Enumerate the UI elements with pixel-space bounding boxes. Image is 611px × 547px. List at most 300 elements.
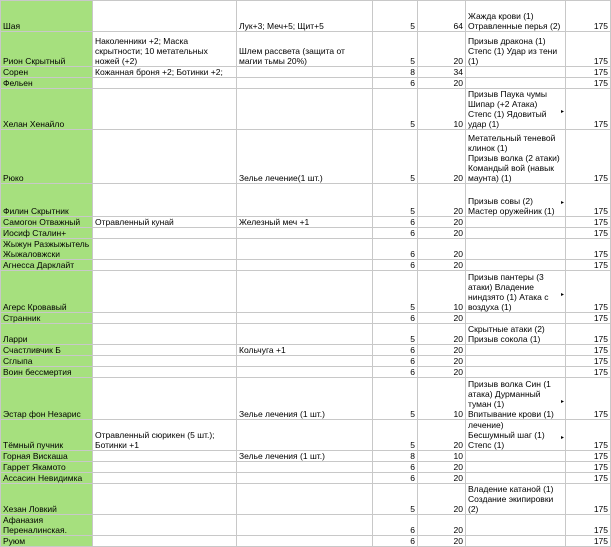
- character-name-cell[interactable]: [1, 228, 93, 239]
- equipment-cell[interactable]: [93, 324, 237, 345]
- equipment-cell[interactable]: [93, 184, 237, 217]
- cell-text: 175: [593, 334, 608, 344]
- cell-text: 8: [410, 451, 415, 461]
- items-cell[interactable]: [237, 324, 373, 345]
- table-row: [1, 367, 611, 378]
- cell-text: 6: [410, 345, 415, 355]
- stat-e-cell[interactable]: [418, 130, 466, 184]
- table-row: [1, 67, 611, 78]
- stat-d-cell[interactable]: [373, 484, 418, 515]
- equipment-cell[interactable]: [93, 89, 237, 130]
- cell-text: 6: [410, 313, 415, 323]
- cell-text: 20: [453, 249, 463, 259]
- stat-d-cell[interactable]: [373, 356, 418, 367]
- character-name-cell[interactable]: [1, 260, 93, 271]
- cell-text: Ассасин Невидимка: [3, 473, 83, 483]
- cell-text: 175: [593, 173, 608, 183]
- character-name-cell[interactable]: [1, 313, 93, 324]
- stat-d-cell[interactable]: [373, 89, 418, 130]
- cell-text: 20: [453, 367, 463, 377]
- character-name-cell[interactable]: [1, 378, 93, 420]
- skills-cell[interactable]: [466, 260, 566, 271]
- cell-text: Владение катаной (1) Создание экипировки (2): [468, 484, 554, 514]
- stat-e-cell[interactable]: [418, 420, 466, 451]
- stat-e-cell[interactable]: [418, 78, 466, 89]
- cell-text: 175: [593, 451, 608, 461]
- table-row: [1, 32, 611, 67]
- cell-text: 8: [410, 67, 415, 77]
- equipment-cell[interactable]: [93, 271, 237, 313]
- cell-text: Хелан Хенайло: [3, 119, 65, 129]
- cell-text: 5: [410, 504, 415, 514]
- stat-d-cell[interactable]: [373, 260, 418, 271]
- stat-e-cell[interactable]: [418, 378, 466, 420]
- cell-text: Горная Вискаша: [3, 451, 68, 461]
- equipment-cell[interactable]: [93, 345, 237, 356]
- cell-text: 175: [593, 78, 608, 88]
- cell-text: Гаррет Якамото: [3, 462, 66, 472]
- items-cell[interactable]: [237, 484, 373, 515]
- cell-text: 6: [410, 525, 415, 535]
- cell-text: Сорен: [3, 67, 29, 77]
- character-name-cell[interactable]: [1, 67, 93, 78]
- cell-text: Тёмный пучник: [3, 440, 64, 450]
- stat-e-cell[interactable]: [418, 324, 466, 345]
- stat-d-cell[interactable]: [373, 451, 418, 462]
- cell-text: 20: [453, 525, 463, 535]
- stat-d-cell[interactable]: [373, 217, 418, 228]
- equipment-cell[interactable]: [93, 420, 237, 451]
- cell-text: 175: [593, 260, 608, 270]
- table-row: [1, 536, 611, 547]
- stat-d-cell[interactable]: [373, 184, 418, 217]
- character-name-cell[interactable]: [1, 451, 93, 462]
- skills-cell[interactable]: [466, 324, 566, 345]
- items-cell[interactable]: [237, 356, 373, 367]
- character-name-cell[interactable]: [1, 1, 93, 32]
- stat-e-cell[interactable]: [418, 313, 466, 324]
- stat-g-cell[interactable]: [566, 313, 611, 324]
- stat-g-cell[interactable]: [566, 217, 611, 228]
- stat-e-cell[interactable]: [418, 484, 466, 515]
- cell-text: Кожанная броня +2; Ботинки +2;: [95, 67, 223, 77]
- cell-text: 6: [410, 217, 415, 227]
- stat-g-cell[interactable]: [566, 239, 611, 260]
- cell-text: 20: [453, 334, 463, 344]
- items-cell[interactable]: [237, 67, 373, 78]
- cell-text: 20: [453, 536, 463, 546]
- table-row: [1, 515, 611, 536]
- items-cell[interactable]: [237, 1, 373, 32]
- skills-cell[interactable]: [466, 356, 566, 367]
- cell-text: Жыжун Разжыжытель Жыжаловжски: [3, 239, 90, 259]
- stat-d-cell[interactable]: [373, 67, 418, 78]
- skills-cell[interactable]: [466, 89, 566, 130]
- items-cell[interactable]: [237, 217, 373, 228]
- cell-text: 20: [453, 440, 463, 450]
- overflow-marker-icon: ▸: [560, 398, 564, 405]
- stat-g-cell[interactable]: [566, 378, 611, 420]
- stat-d-cell[interactable]: [373, 324, 418, 345]
- cell-text: 5: [410, 440, 415, 450]
- stat-d-cell[interactable]: [373, 367, 418, 378]
- character-name-cell[interactable]: [1, 89, 93, 130]
- stat-g-cell[interactable]: [566, 451, 611, 462]
- cell-text: 5: [410, 409, 415, 419]
- cell-text: 5: [410, 56, 415, 66]
- cell-text: Шая: [3, 21, 21, 31]
- stat-g-cell[interactable]: [566, 130, 611, 184]
- character-name-cell[interactable]: [1, 217, 93, 228]
- cell-text: 6: [410, 249, 415, 259]
- cell-text: 20: [453, 56, 463, 66]
- table-row: [1, 356, 611, 367]
- items-cell[interactable]: [237, 536, 373, 547]
- cell-text: 6: [410, 536, 415, 546]
- equipment-cell[interactable]: [93, 313, 237, 324]
- character-name-cell[interactable]: [1, 536, 93, 547]
- stat-e-cell[interactable]: [418, 67, 466, 78]
- cell-text: 6: [410, 356, 415, 366]
- table-row: [1, 313, 611, 324]
- stat-d-cell[interactable]: [373, 345, 418, 356]
- stat-g-cell[interactable]: [566, 515, 611, 536]
- skills-cell[interactable]: [466, 473, 566, 484]
- cell-text: 64: [453, 21, 463, 31]
- cell-text: 10: [453, 451, 463, 461]
- cell-text: Странник: [3, 313, 41, 323]
- table-row: [1, 89, 611, 130]
- cell-text: 6: [410, 367, 415, 377]
- overflow-marker-icon: ▸: [560, 109, 564, 115]
- skills-cell[interactable]: [466, 32, 566, 67]
- cell-text: Метательный теневой клинок (1) Призыв волка (2 атаки) Командый вой (навык маунта) (1): [468, 133, 560, 183]
- cell-text: Агерс Кровавый: [3, 302, 67, 312]
- equipment-cell[interactable]: [93, 239, 237, 260]
- stat-d-cell[interactable]: [373, 462, 418, 473]
- cell-text: Ларри: [3, 334, 28, 344]
- equipment-cell[interactable]: [93, 67, 237, 78]
- skills-cell[interactable]: [466, 313, 566, 324]
- stat-d-cell[interactable]: [373, 420, 418, 451]
- stat-d-cell[interactable]: [373, 536, 418, 547]
- items-cell[interactable]: [237, 78, 373, 89]
- stat-e-cell[interactable]: [418, 451, 466, 462]
- stat-g-cell[interactable]: [566, 462, 611, 473]
- cell-text: 175: [593, 21, 608, 31]
- equipment-cell[interactable]: [93, 260, 237, 271]
- equipment-cell[interactable]: [93, 473, 237, 484]
- stat-e-cell[interactable]: [418, 260, 466, 271]
- items-cell[interactable]: [237, 420, 373, 451]
- cell-text: 175: [593, 440, 608, 450]
- cell-text: Агнесса Дарклайт: [3, 260, 75, 270]
- stat-d-cell[interactable]: [373, 378, 418, 420]
- cell-text: 5: [410, 173, 415, 183]
- character-name-cell[interactable]: [1, 345, 93, 356]
- equipment-cell[interactable]: [93, 356, 237, 367]
- character-name-cell[interactable]: [1, 473, 93, 484]
- stat-e-cell[interactable]: [418, 239, 466, 260]
- cell-text: 6: [410, 228, 415, 238]
- equipment-cell[interactable]: [93, 462, 237, 473]
- character-name-cell[interactable]: [1, 367, 93, 378]
- skills-cell[interactable]: [466, 271, 566, 313]
- items-cell[interactable]: [237, 462, 373, 473]
- cell-text: 20: [453, 78, 463, 88]
- skills-cell[interactable]: [466, 239, 566, 260]
- stat-g-cell[interactable]: [566, 420, 611, 451]
- cell-text: Скрытные атаки (2) Призыв сокола (1): [468, 324, 545, 344]
- stat-e-cell[interactable]: [418, 217, 466, 228]
- cell-text: 175: [593, 536, 608, 546]
- cell-text: Воин бессмертия: [3, 367, 72, 377]
- cell-text: 5: [410, 334, 415, 344]
- cell-text: Призыв дракона (1) Степс (1) Удар из тени (1): [468, 36, 558, 66]
- stat-g-cell[interactable]: [566, 324, 611, 345]
- cell-text: 6: [410, 260, 415, 270]
- cell-text: 175: [593, 67, 608, 77]
- stat-d-cell[interactable]: [373, 228, 418, 239]
- character-name-cell[interactable]: [1, 271, 93, 313]
- items-cell[interactable]: [237, 515, 373, 536]
- character-name-cell[interactable]: [1, 484, 93, 515]
- stat-e-cell[interactable]: [418, 345, 466, 356]
- cell-text: 6: [410, 473, 415, 483]
- items-cell[interactable]: [237, 89, 373, 130]
- equipment-cell[interactable]: [93, 1, 237, 32]
- skills-cell[interactable]: [466, 484, 566, 515]
- character-name-cell[interactable]: [1, 184, 93, 217]
- equipment-cell[interactable]: [93, 228, 237, 239]
- items-cell[interactable]: [237, 130, 373, 184]
- cell-text: Призыв совы (2) Мастер оружейник (1): [468, 196, 555, 216]
- stat-e-cell[interactable]: [418, 473, 466, 484]
- stat-d-cell[interactable]: [373, 239, 418, 260]
- cell-text: лечение) Бесшумный шаг (1) Степс (1): [468, 420, 545, 450]
- cell-text: Шлем рассвета (защита от магии тьмы 20%): [239, 46, 345, 66]
- character-name-cell[interactable]: [1, 78, 93, 89]
- cell-text: 5: [410, 206, 415, 216]
- stat-e-cell[interactable]: [418, 367, 466, 378]
- items-cell[interactable]: [237, 239, 373, 260]
- stat-g-cell[interactable]: [566, 67, 611, 78]
- table-row: [1, 1, 611, 32]
- stat-e-cell[interactable]: [418, 32, 466, 67]
- stat-d-cell[interactable]: [373, 473, 418, 484]
- character-name-cell[interactable]: [1, 462, 93, 473]
- cell-text: 20: [453, 504, 463, 514]
- equipment-cell[interactable]: [93, 515, 237, 536]
- cell-text: 10: [453, 119, 463, 129]
- table-row: [1, 228, 611, 239]
- skills-cell[interactable]: [466, 345, 566, 356]
- skills-cell[interactable]: [466, 451, 566, 462]
- items-cell[interactable]: [237, 228, 373, 239]
- stat-e-cell[interactable]: [418, 89, 466, 130]
- cell-text: Иосиф Сталин+: [3, 228, 67, 238]
- skills-cell[interactable]: [466, 378, 566, 420]
- cell-text: Эстар фон Незарис: [3, 409, 81, 419]
- stat-g-cell[interactable]: [566, 356, 611, 367]
- cell-text: Самогон Отважный: [3, 217, 81, 227]
- cell-text: 175: [593, 525, 608, 535]
- skills-cell[interactable]: [466, 515, 566, 536]
- table-row: [1, 184, 611, 217]
- cell-text: Хезан Ловкий: [3, 504, 57, 514]
- character-name-cell[interactable]: [1, 356, 93, 367]
- cell-text: Филин Скрытник: [3, 206, 69, 216]
- stat-d-cell[interactable]: [373, 515, 418, 536]
- cell-text: Кольчуга +1: [239, 345, 286, 355]
- equipment-cell[interactable]: [93, 367, 237, 378]
- cell-text: 20: [453, 345, 463, 355]
- equipment-cell[interactable]: [93, 130, 237, 184]
- stat-d-cell[interactable]: [373, 271, 418, 313]
- character-name-cell[interactable]: [1, 239, 93, 260]
- skills-cell[interactable]: [466, 184, 566, 217]
- cell-text: Железный меч +1: [239, 217, 310, 227]
- skills-cell[interactable]: [466, 462, 566, 473]
- character-name-cell[interactable]: [1, 32, 93, 67]
- skills-cell[interactable]: [466, 217, 566, 228]
- cell-text: 175: [593, 206, 608, 216]
- stat-g-cell[interactable]: [566, 536, 611, 547]
- stat-g-cell[interactable]: [566, 78, 611, 89]
- stat-g-cell[interactable]: [566, 1, 611, 32]
- stat-g-cell[interactable]: [566, 367, 611, 378]
- items-cell[interactable]: [237, 451, 373, 462]
- cell-text: 175: [593, 504, 608, 514]
- stat-e-cell[interactable]: [418, 271, 466, 313]
- equipment-cell[interactable]: [93, 536, 237, 547]
- stat-g-cell[interactable]: [566, 32, 611, 67]
- cell-text: 175: [593, 119, 608, 129]
- table-row: [1, 462, 611, 473]
- equipment-cell[interactable]: [93, 78, 237, 89]
- stat-g-cell[interactable]: [566, 271, 611, 313]
- cell-text: Афаназия Переналинская.: [3, 515, 67, 535]
- stat-g-cell[interactable]: [566, 228, 611, 239]
- table-row: [1, 239, 611, 260]
- stat-d-cell[interactable]: [373, 78, 418, 89]
- stat-d-cell[interactable]: [373, 313, 418, 324]
- cell-text: Лук+3; Меч+5; Щит+5: [239, 21, 324, 31]
- cell-text: 175: [593, 313, 608, 323]
- sheet-body: [1, 1, 611, 547]
- cell-text: 175: [593, 217, 608, 227]
- character-name-cell[interactable]: [1, 420, 93, 451]
- cell-text: 175: [593, 345, 608, 355]
- skills-cell[interactable]: [466, 1, 566, 32]
- cell-text: Призыв волка Син (1 атака) Дурманный туман (1) Впитывание крови (1): [468, 379, 554, 419]
- character-name-cell[interactable]: [1, 324, 93, 345]
- items-cell[interactable]: [237, 473, 373, 484]
- stat-e-cell[interactable]: [418, 1, 466, 32]
- items-cell[interactable]: [237, 184, 373, 217]
- table-row: [1, 217, 611, 228]
- table-row: [1, 78, 611, 89]
- skills-cell[interactable]: [466, 67, 566, 78]
- table-row: [1, 130, 611, 184]
- items-cell[interactable]: [237, 32, 373, 67]
- cell-text: 6: [410, 78, 415, 88]
- table-row: [1, 420, 611, 451]
- items-cell[interactable]: [237, 345, 373, 356]
- cell-text: Зелье лечения (1 шт.): [239, 409, 325, 419]
- skills-cell[interactable]: [466, 367, 566, 378]
- stat-d-cell[interactable]: [373, 130, 418, 184]
- equipment-cell[interactable]: [93, 484, 237, 515]
- items-cell[interactable]: [237, 313, 373, 324]
- cell-text: Рюко: [3, 173, 24, 183]
- stat-e-cell[interactable]: [418, 462, 466, 473]
- cell-text: Отравленный кунай: [95, 217, 174, 227]
- equipment-cell[interactable]: [93, 378, 237, 420]
- skills-cell[interactable]: [466, 78, 566, 89]
- character-name-cell[interactable]: [1, 515, 93, 536]
- stat-e-cell[interactable]: [418, 184, 466, 217]
- stat-d-cell[interactable]: [373, 1, 418, 32]
- stat-g-cell[interactable]: [566, 473, 611, 484]
- stat-e-cell[interactable]: [418, 356, 466, 367]
- cell-text: Сглыпа: [3, 356, 33, 366]
- cell-text: Руюм: [3, 536, 26, 546]
- cell-text: 5: [410, 21, 415, 31]
- items-cell[interactable]: [237, 260, 373, 271]
- stat-e-cell[interactable]: [418, 536, 466, 547]
- character-name-cell[interactable]: [1, 130, 93, 184]
- cell-text: 175: [593, 367, 608, 377]
- overflow-marker-icon: ▸: [560, 200, 564, 206]
- cell-text: 20: [453, 173, 463, 183]
- stat-g-cell[interactable]: [566, 184, 611, 217]
- cell-text: 175: [593, 473, 608, 483]
- cell-text: 20: [453, 462, 463, 472]
- table-row: [1, 345, 611, 356]
- items-cell[interactable]: [237, 271, 373, 313]
- stat-e-cell[interactable]: [418, 228, 466, 239]
- items-cell[interactable]: [237, 367, 373, 378]
- cell-text: 175: [593, 462, 608, 472]
- table-row: [1, 473, 611, 484]
- cell-text: Призыв Паука чумы Шипар (+2 Атака) Степс (1) Ядовитый удар (1): [468, 89, 547, 129]
- stat-g-cell[interactable]: [566, 345, 611, 356]
- cell-text: Наколенники +2; Маска скрытности; 10 метательных ножей (+2): [95, 36, 208, 66]
- stat-d-cell[interactable]: [373, 32, 418, 67]
- table-row: [1, 484, 611, 515]
- equipment-cell[interactable]: [93, 451, 237, 462]
- stat-g-cell[interactable]: [566, 484, 611, 515]
- equipment-cell[interactable]: [93, 32, 237, 67]
- stat-g-cell[interactable]: [566, 89, 611, 130]
- cell-text: 5: [410, 302, 415, 312]
- stat-g-cell[interactable]: [566, 260, 611, 271]
- table-row: [1, 260, 611, 271]
- equipment-cell[interactable]: [93, 217, 237, 228]
- table-row: [1, 378, 611, 420]
- items-cell[interactable]: [237, 378, 373, 420]
- skills-cell[interactable]: [466, 130, 566, 184]
- skills-cell[interactable]: [466, 536, 566, 547]
- skills-cell[interactable]: [466, 228, 566, 239]
- skills-cell[interactable]: [466, 420, 566, 451]
- overflow-marker-icon: ▸: [560, 291, 564, 298]
- cell-text: Жажда крови (1) Отравленные перья (2): [468, 11, 561, 31]
- table-row: [1, 324, 611, 345]
- cell-text: 175: [593, 409, 608, 419]
- stat-e-cell[interactable]: [418, 515, 466, 536]
